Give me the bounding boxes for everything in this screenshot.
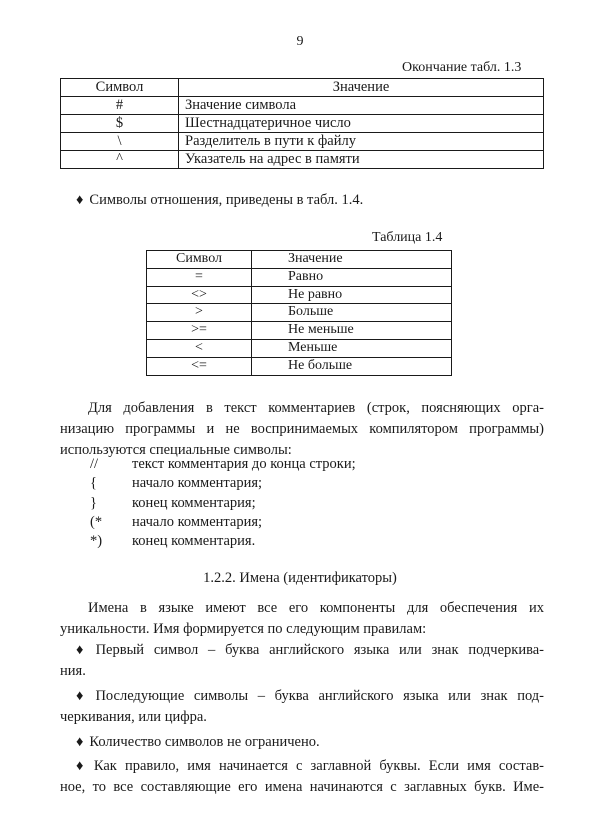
meaning-cell: Шестнадцатеричное число	[179, 115, 544, 133]
rule-2-line-1	[60, 686, 544, 707]
table-header-row	[147, 251, 452, 269]
symbol-cell: <=	[147, 357, 252, 375]
comment-desc: конец комментария.	[132, 533, 256, 550]
table-1-4-caption: Таблица 1.4	[372, 230, 443, 245]
rule-1-line-1	[60, 640, 544, 661]
comment-desc: начало комментария;	[132, 475, 263, 492]
list-item	[90, 513, 356, 532]
header-meaning: Значение	[252, 251, 452, 269]
comment-symbol: {	[90, 475, 97, 492]
table-row	[147, 286, 452, 304]
rule-3-line-1	[60, 732, 544, 753]
comment-desc: текст комментария до конца строки;	[132, 456, 356, 472]
diamond-bullet-icon: ♦	[76, 734, 84, 750]
comment-symbol: (*	[90, 513, 103, 530]
relations-text: Символы отношения, приведены в табл. 1.4.	[89, 192, 364, 208]
relations-bullet-line	[76, 192, 363, 209]
rule-4-text: Как правило, имя начинается с заглавной буквы. Если имя состав-	[93, 758, 544, 774]
comment-desc: конец комментария;	[132, 494, 256, 511]
names-intro-line-1: Имена в языке имеют все его компоненты для обеспечения их	[88, 600, 544, 616]
meaning-cell: Разделитель в пути к файлу	[179, 133, 544, 151]
comments-intro-line-2: низацию программы и не воспринимаемых компилятором программы)	[60, 421, 544, 437]
table-row	[147, 304, 452, 322]
symbol-cell: \	[61, 133, 179, 151]
comment-symbol: }	[90, 494, 97, 511]
table-header-row	[61, 79, 544, 97]
header-symbol: Символ	[147, 251, 252, 269]
symbol-cell: $	[61, 115, 179, 133]
table-row	[147, 322, 452, 340]
list-item	[90, 455, 356, 474]
symbol-cell: >	[147, 304, 252, 322]
rule-1-text: Первый символ – буква английского языка или знак подчеркива-	[95, 642, 544, 658]
table-1-4	[146, 250, 452, 376]
comment-symbol: *)	[90, 533, 103, 550]
diamond-bullet-icon: ♦	[76, 192, 84, 208]
comment-symbol: //	[90, 456, 99, 472]
table-row	[147, 339, 452, 357]
names-intro-line-2: уникальности. Имя формируется по следующим правилам:	[60, 621, 427, 637]
rule-3-text: Количество символов не ограничено.	[89, 734, 320, 750]
table-row	[147, 268, 452, 286]
symbol-cell: <>	[147, 286, 252, 304]
meaning-cell: Равно	[252, 268, 452, 286]
symbol-cell: >=	[147, 322, 252, 340]
table-1-3-caption: Окончание табл. 1.3	[402, 60, 522, 75]
symbol-cell: ^	[61, 151, 179, 169]
table-row	[61, 151, 544, 169]
table-row	[147, 357, 452, 375]
comment-desc: начало комментария;	[132, 513, 263, 530]
header-symbol: Символ	[61, 79, 179, 97]
list-item	[90, 494, 356, 513]
diamond-bullet-icon: ♦	[76, 758, 88, 774]
symbol-cell: #	[61, 97, 179, 115]
rule-2-line-2: черкивания, или цифра.	[60, 709, 207, 725]
rule-1-line-2: ния.	[60, 663, 86, 679]
page-number: 9	[296, 34, 304, 49]
meaning-cell: Больше	[252, 304, 452, 322]
section-heading: 1.2.2. Имена (идентификаторы)	[203, 570, 397, 586]
diamond-bullet-icon: ♦	[76, 688, 90, 704]
comments-intro-line-3: используются специальные символы:	[60, 442, 292, 458]
rule-4-line-2: ное, то все составляющие его имена начинаются с заглавных букв. Име-	[60, 779, 544, 795]
meaning-cell: Меньше	[252, 339, 452, 357]
diamond-bullet-icon: ♦	[76, 642, 90, 658]
comment-symbols-list	[90, 455, 356, 551]
table-row	[61, 133, 544, 151]
symbol-cell: <	[147, 339, 252, 357]
list-item	[90, 474, 356, 493]
meaning-cell: Не равно	[252, 286, 452, 304]
meaning-cell: Значение символа	[179, 97, 544, 115]
table-row	[61, 97, 544, 115]
header-meaning: Значение	[179, 79, 544, 97]
symbol-cell: =	[147, 268, 252, 286]
table-1-3	[60, 78, 544, 169]
meaning-cell: Не больше	[252, 357, 452, 375]
comments-intro-line-1: Для добавления в текст комментариев (строк, поясняющих орга-	[88, 400, 544, 416]
rule-4-line-1	[60, 756, 544, 777]
meaning-cell: Указатель на адрес в памяти	[179, 151, 544, 169]
list-item	[90, 532, 356, 551]
rule-2-text: Последующие символы – буква английского языка или знак под-	[95, 688, 544, 704]
table-row	[61, 115, 544, 133]
meaning-cell: Не меньше	[252, 322, 452, 340]
